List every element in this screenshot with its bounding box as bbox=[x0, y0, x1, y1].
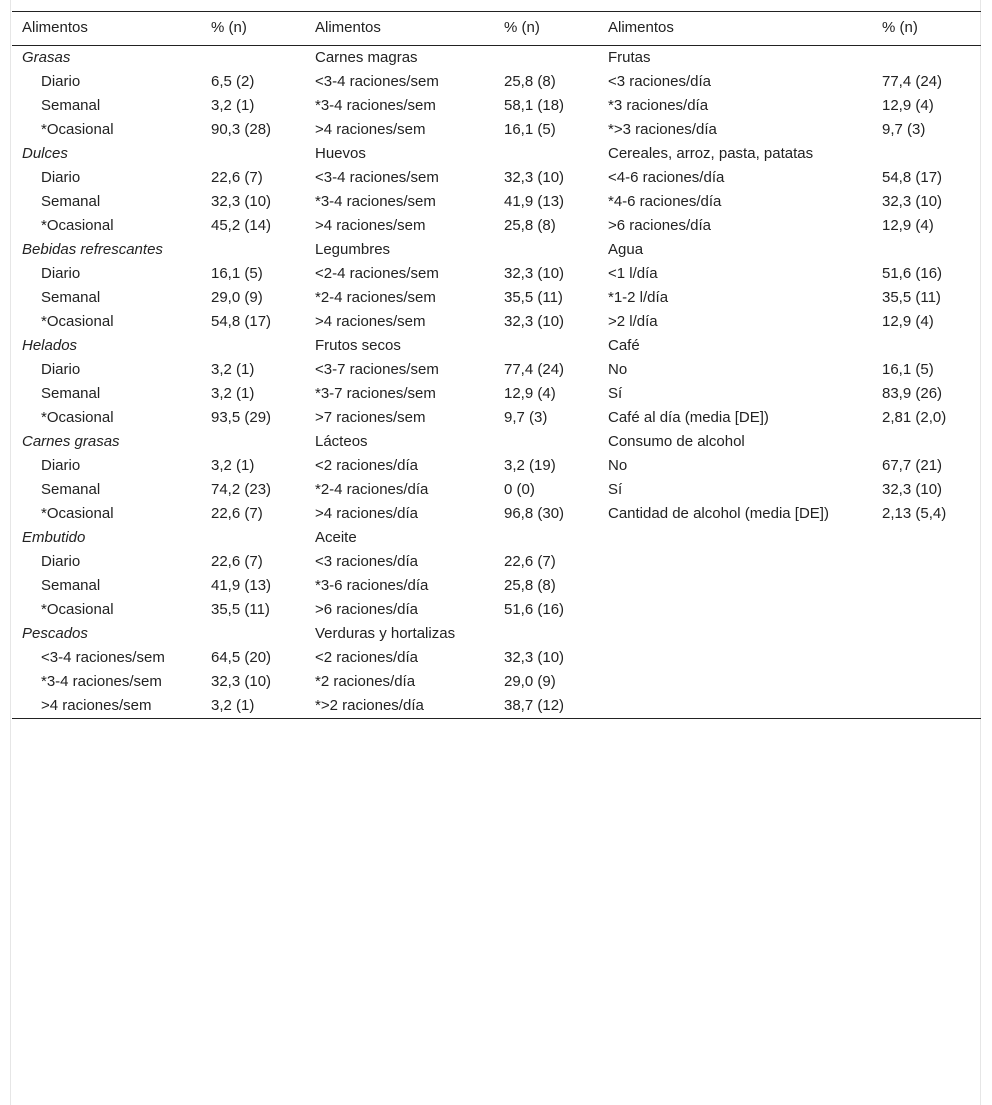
percent-value-cell bbox=[494, 430, 598, 454]
percent-value-cell: 9,7 (3) bbox=[504, 409, 548, 426]
food-label-cell: <2 raciones/día bbox=[315, 649, 418, 666]
table-row bbox=[12, 334, 981, 358]
food-label-cell: Semanal bbox=[41, 481, 101, 498]
table-row bbox=[12, 166, 981, 190]
percent-value-cell: 83,9 (26) bbox=[882, 385, 943, 402]
percent-value-cell: 22,6 (7) bbox=[211, 505, 263, 522]
food-label-cell: Diario bbox=[41, 553, 81, 570]
percent-value-cell: 64,5 (20) bbox=[211, 649, 272, 666]
percent-value-cell bbox=[872, 238, 981, 262]
header-row bbox=[12, 12, 981, 46]
food-label-cell: *Ocasional bbox=[41, 217, 114, 234]
table-body bbox=[12, 46, 981, 719]
percent-value-cell bbox=[201, 526, 305, 550]
food-label-cell: Semanal bbox=[41, 97, 101, 114]
food-label-cell: >2 l/día bbox=[608, 313, 658, 330]
percent-value-cell bbox=[872, 334, 981, 358]
food-label-cell: *Ocasional bbox=[41, 505, 114, 522]
percent-value-cell bbox=[872, 526, 981, 550]
percent-value-cell bbox=[494, 526, 598, 550]
percent-value-cell bbox=[494, 238, 598, 262]
percent-value-cell bbox=[872, 622, 981, 646]
column-header: % (n) bbox=[872, 12, 981, 46]
table-row bbox=[12, 46, 981, 71]
food-label-cell: *2-4 raciones/día bbox=[315, 481, 429, 498]
food-label-cell: >6 raciones/día bbox=[315, 601, 418, 618]
percent-value-cell: 3,2 (1) bbox=[211, 97, 255, 114]
percent-value-cell: 16,1 (5) bbox=[211, 265, 263, 282]
table-row bbox=[12, 502, 981, 526]
food-label-cell: *Ocasional bbox=[41, 121, 114, 138]
food-label-cell: <3-4 raciones/sem bbox=[315, 169, 439, 186]
food-label-cell: *3 raciones/día bbox=[608, 97, 709, 114]
percent-value-cell: 3,2 (1) bbox=[211, 457, 255, 474]
food-label-cell: Legumbres bbox=[315, 241, 391, 258]
food-label-cell: >6 raciones/día bbox=[608, 217, 711, 234]
food-label-cell: <3 raciones/día bbox=[315, 553, 418, 570]
table-row bbox=[12, 646, 981, 670]
food-label-cell: >7 raciones/sem bbox=[315, 409, 426, 426]
table-row bbox=[12, 454, 981, 478]
table-row bbox=[12, 550, 981, 574]
percent-value-cell: 32,3 (10) bbox=[211, 673, 272, 690]
table-row bbox=[12, 118, 981, 142]
table-row bbox=[12, 70, 981, 94]
percent-value-cell: 16,1 (5) bbox=[504, 121, 556, 138]
food-label-cell: *Ocasional bbox=[41, 409, 114, 426]
food-label-cell: >4 raciones/sem bbox=[12, 694, 201, 719]
food-label-cell: Pescados bbox=[22, 625, 88, 642]
food-label-cell: >4 raciones/sem bbox=[315, 217, 426, 234]
food-label-cell: >4 raciones/sem bbox=[315, 121, 426, 138]
percent-value-cell: 3,2 (19) bbox=[504, 457, 556, 474]
percent-value-cell: 35,5 (11) bbox=[882, 289, 941, 306]
food-label-cell: Lácteos bbox=[315, 433, 368, 450]
food-label-cell: <3-4 raciones/sem bbox=[41, 649, 165, 666]
percent-value-cell: 12,9 (4) bbox=[882, 217, 934, 234]
percent-value-cell: 41,9 (13) bbox=[211, 577, 272, 594]
food-label-cell: <4-6 raciones/día bbox=[608, 169, 725, 186]
percent-value-cell: 51,6 (16) bbox=[504, 601, 565, 618]
percent-value-cell: 32,3 (10) bbox=[504, 649, 565, 666]
table-header bbox=[12, 12, 981, 46]
food-label-cell: Semanal bbox=[41, 577, 101, 594]
percent-value-cell: 12,9 (4) bbox=[882, 313, 934, 330]
column-header: Alimentos bbox=[305, 12, 494, 46]
percent-value-cell bbox=[872, 142, 981, 166]
table-row bbox=[12, 694, 981, 719]
percent-value-cell: 3,2 (1) bbox=[211, 385, 255, 402]
food-label-cell: No bbox=[608, 361, 628, 378]
food-label-cell: Semanal bbox=[41, 193, 101, 210]
food-label-cell: Bebidas refrescantes bbox=[22, 241, 163, 258]
table-row bbox=[12, 286, 981, 310]
food-label-cell: <3 raciones/día bbox=[608, 73, 711, 90]
percent-value-cell: 41,9 (13) bbox=[504, 193, 565, 210]
food-label-cell bbox=[598, 646, 872, 670]
table-row bbox=[12, 430, 981, 454]
percent-value-cell bbox=[494, 622, 598, 646]
percent-value-cell: 35,5 (11) bbox=[504, 289, 563, 306]
percent-value-cell: 25,8 (8) bbox=[504, 577, 556, 594]
table-row bbox=[12, 262, 981, 286]
table-row bbox=[12, 574, 981, 598]
percent-value-cell bbox=[201, 142, 305, 166]
food-label-cell: *3-4 raciones/sem bbox=[315, 193, 436, 210]
percent-value-cell bbox=[201, 238, 305, 262]
percent-value-cell: 6,5 (2) bbox=[211, 73, 255, 90]
percent-value-cell: 54,8 (17) bbox=[211, 313, 272, 330]
food-label-cell: Helados bbox=[22, 337, 78, 354]
food-label-cell: Frutas bbox=[608, 49, 651, 66]
percent-value-cell: 32,3 (10) bbox=[504, 265, 565, 282]
food-label-cell: <2 raciones/día bbox=[315, 457, 418, 474]
column-header: % (n) bbox=[201, 12, 305, 46]
table-row bbox=[12, 142, 981, 166]
percent-value-cell: 2,81 (2,0) bbox=[882, 409, 947, 426]
food-label-cell: Dulces bbox=[22, 145, 68, 162]
food-label-cell: >4 raciones/sem bbox=[315, 313, 426, 330]
percent-value-cell: 12,9 (4) bbox=[882, 97, 934, 114]
food-label-cell: Sí bbox=[608, 385, 623, 402]
food-label-cell: Grasas bbox=[22, 49, 71, 66]
percent-value-cell bbox=[494, 334, 598, 358]
table-row bbox=[12, 310, 981, 334]
percent-value-cell: 77,4 (24) bbox=[504, 361, 565, 378]
food-label-cell: *>2 raciones/día bbox=[305, 694, 494, 719]
table-row bbox=[12, 382, 981, 406]
percent-value-cell: 0 (0) bbox=[504, 481, 535, 498]
percent-value-cell bbox=[872, 646, 981, 670]
table-row bbox=[12, 358, 981, 382]
food-frequency-table bbox=[12, 11, 981, 719]
percent-value-cell: 32,3 (10) bbox=[882, 193, 943, 210]
food-label-cell bbox=[598, 574, 872, 598]
percent-value-cell: 67,7 (21) bbox=[882, 457, 943, 474]
percent-value-cell bbox=[872, 574, 981, 598]
food-label-cell bbox=[598, 550, 872, 574]
percent-value-cell: 22,6 (7) bbox=[211, 169, 263, 186]
food-label-cell: Diario bbox=[41, 361, 81, 378]
percent-value-cell: 32,3 (10) bbox=[504, 313, 565, 330]
food-label-cell: Semanal bbox=[41, 289, 101, 306]
food-label-cell bbox=[598, 598, 872, 622]
food-label-cell: <3-7 raciones/sem bbox=[315, 361, 439, 378]
food-label-cell: *2-4 raciones/sem bbox=[315, 289, 436, 306]
percent-value-cell: 25,8 (8) bbox=[504, 217, 556, 234]
column-header: Alimentos bbox=[598, 12, 872, 46]
table-row bbox=[12, 478, 981, 502]
food-label-cell bbox=[598, 670, 872, 694]
percent-value-cell: 3,2 (1) bbox=[201, 694, 305, 719]
table-row bbox=[12, 406, 981, 430]
percent-value-cell bbox=[872, 550, 981, 574]
percent-value-cell bbox=[201, 46, 305, 71]
column-header: Alimentos bbox=[12, 12, 201, 46]
food-label-cell: Cantidad de alcohol (media [DE]) bbox=[608, 505, 829, 522]
percent-value-cell: 2,13 (5,4) bbox=[882, 505, 947, 522]
food-label-cell: *3-4 raciones/sem bbox=[41, 673, 162, 690]
percent-value-cell: 74,2 (23) bbox=[211, 481, 272, 498]
percent-value-cell bbox=[494, 142, 598, 166]
percent-value-cell: 12,9 (4) bbox=[504, 385, 556, 402]
food-label-cell: Verduras y hortalizas bbox=[315, 625, 456, 642]
food-label-cell: Café bbox=[608, 337, 640, 354]
food-label-cell: *3-4 raciones/sem bbox=[315, 97, 436, 114]
food-label-cell: Embutido bbox=[22, 529, 86, 546]
table-row bbox=[12, 238, 981, 262]
percent-value-cell bbox=[201, 430, 305, 454]
percent-value-cell bbox=[872, 598, 981, 622]
food-label-cell: <2-4 raciones/sem bbox=[315, 265, 439, 282]
food-label-cell bbox=[598, 526, 872, 550]
percent-value-cell: 58,1 (18) bbox=[504, 97, 565, 114]
food-label-cell: No bbox=[608, 457, 628, 474]
percent-value-cell: 51,6 (16) bbox=[882, 265, 943, 282]
table-row bbox=[12, 526, 981, 550]
percent-value-cell bbox=[872, 430, 981, 454]
percent-value-cell: 25,8 (8) bbox=[504, 73, 556, 90]
percent-value-cell: 32,3 (10) bbox=[211, 193, 272, 210]
percent-value-cell: 22,6 (7) bbox=[211, 553, 263, 570]
percent-value-cell: 38,7 (12) bbox=[494, 694, 598, 719]
percent-value-cell: 32,3 (10) bbox=[882, 481, 943, 498]
food-label-cell: Frutos secos bbox=[315, 337, 401, 354]
percent-value-cell bbox=[872, 670, 981, 694]
food-label-cell: Aceite bbox=[315, 529, 357, 546]
table-row bbox=[12, 598, 981, 622]
food-label-cell: Diario bbox=[41, 457, 81, 474]
percent-value-cell: 90,3 (28) bbox=[211, 121, 272, 138]
percent-value-cell: 96,8 (30) bbox=[504, 505, 565, 522]
food-label-cell: Cereales, arroz, pasta, patatas bbox=[608, 145, 814, 162]
food-label-cell bbox=[598, 694, 872, 719]
table-row bbox=[12, 622, 981, 646]
food-label-cell: Diario bbox=[41, 73, 81, 90]
table-row bbox=[12, 214, 981, 238]
percent-value-cell: 32,3 (10) bbox=[504, 169, 565, 186]
percent-value-cell bbox=[872, 46, 981, 71]
food-label-cell: Consumo de alcohol bbox=[608, 433, 745, 450]
food-label-cell: Sí bbox=[608, 481, 623, 498]
food-label-cell: Carnes grasas bbox=[22, 433, 120, 450]
percent-value-cell bbox=[872, 694, 981, 719]
percent-value-cell bbox=[494, 46, 598, 71]
percent-value-cell: 16,1 (5) bbox=[882, 361, 934, 378]
food-label-cell: Café al día (media [DE]) bbox=[608, 409, 769, 426]
percent-value-cell: 22,6 (7) bbox=[504, 553, 556, 570]
percent-value-cell: 77,4 (24) bbox=[882, 73, 943, 90]
table-row bbox=[12, 190, 981, 214]
percent-value-cell bbox=[201, 334, 305, 358]
column-header: % (n) bbox=[494, 12, 598, 46]
percent-value-cell: 35,5 (11) bbox=[211, 601, 270, 618]
food-label-cell: Semanal bbox=[41, 385, 101, 402]
food-label-cell: *2 raciones/día bbox=[315, 673, 416, 690]
percent-value-cell: 3,2 (1) bbox=[211, 361, 255, 378]
food-label-cell: Carnes magras bbox=[315, 49, 418, 66]
food-label-cell: >4 raciones/día bbox=[315, 505, 418, 522]
percent-value-cell: 93,5 (29) bbox=[211, 409, 272, 426]
food-label-cell: *3-6 raciones/día bbox=[315, 577, 429, 594]
food-label-cell: Huevos bbox=[315, 145, 366, 162]
food-label-cell: *4-6 raciones/día bbox=[608, 193, 722, 210]
food-label-cell: <3-4 raciones/sem bbox=[315, 73, 439, 90]
table-row bbox=[12, 94, 981, 118]
percent-value-cell: 54,8 (17) bbox=[882, 169, 943, 186]
percent-value-cell: 45,2 (14) bbox=[211, 217, 272, 234]
percent-value-cell: 29,0 (9) bbox=[211, 289, 263, 306]
percent-value-cell: 9,7 (3) bbox=[882, 121, 926, 138]
food-label-cell: *>3 raciones/día bbox=[608, 121, 717, 138]
food-label-cell: Diario bbox=[41, 169, 81, 186]
percent-value-cell bbox=[201, 622, 305, 646]
food-label-cell: <1 l/día bbox=[608, 265, 658, 282]
food-label-cell: Diario bbox=[41, 265, 81, 282]
food-label-cell: *Ocasional bbox=[41, 601, 114, 618]
food-label-cell: Agua bbox=[608, 241, 644, 258]
food-label-cell: *1-2 l/día bbox=[608, 289, 669, 306]
food-label-cell: *3-7 raciones/sem bbox=[315, 385, 436, 402]
food-label-cell bbox=[598, 622, 872, 646]
table-row bbox=[12, 670, 981, 694]
percent-value-cell: 29,0 (9) bbox=[504, 673, 556, 690]
food-label-cell: *Ocasional bbox=[41, 313, 114, 330]
